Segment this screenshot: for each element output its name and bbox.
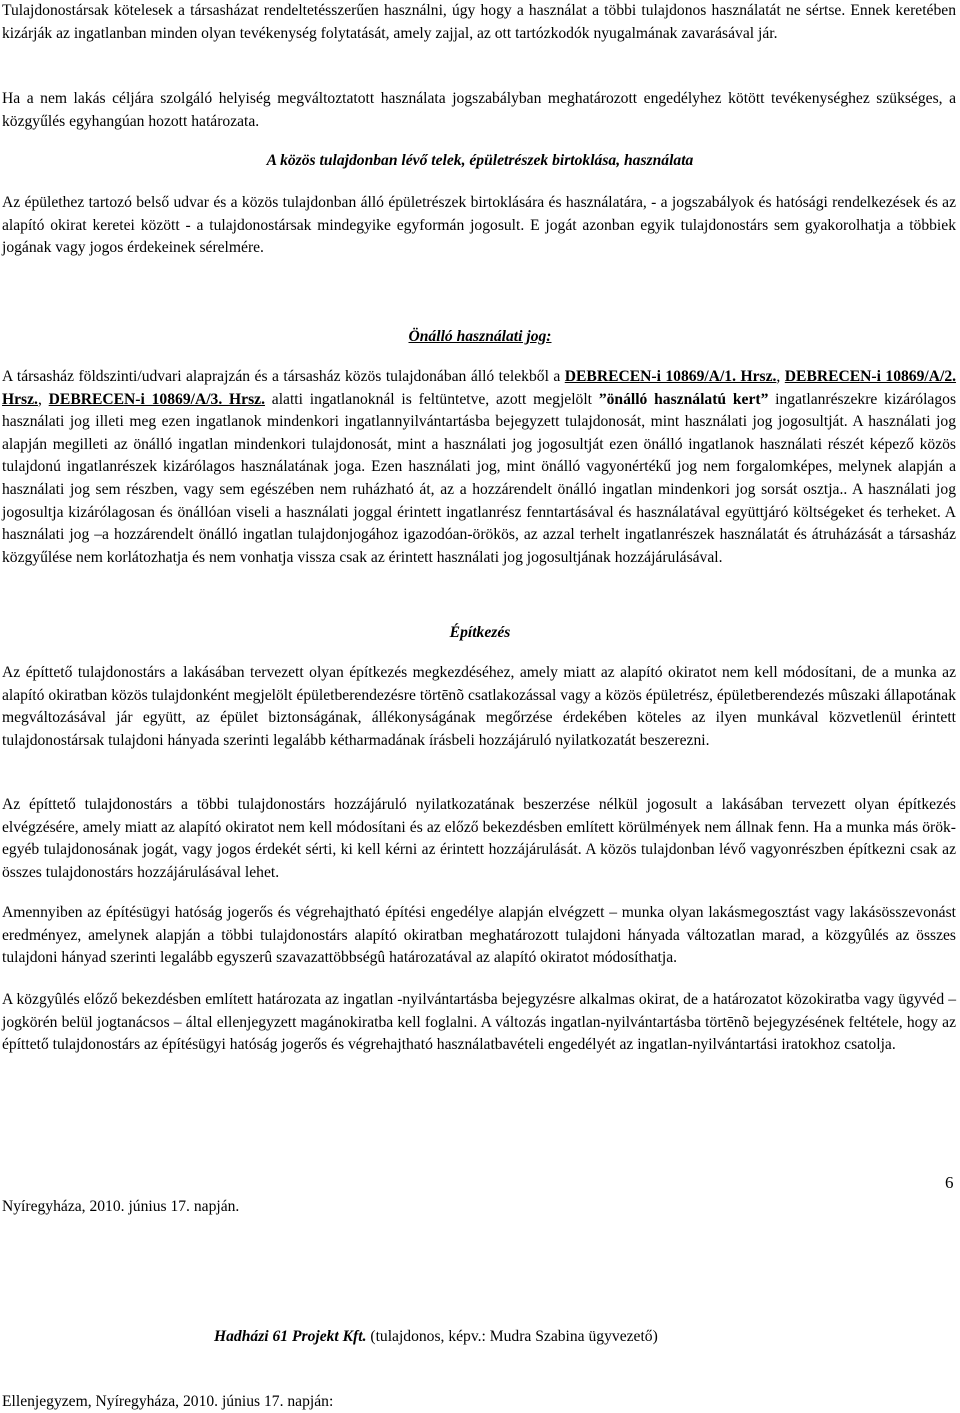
- signatory-line: [214, 1326, 658, 1348]
- company-name: Hadházi 61 Projekt Kft.: [214, 1328, 367, 1345]
- parcel-ref-3: DEBRECEN-i 10869/A/3. Hrsz.: [48, 390, 265, 408]
- usage-text-c: ingatlanrészekre kizárólagos használati jog illeti meg ezen ingatlanok mindenkori ingatlannyilvántartásba bejegyzett tulajdonosát, mint használati jog jogosultját. A használati jog alapján megilleti az önálló ingatlan mindenkori tulajdonosát, mint a használati jog jogosultját ezen önálló ingatlanok használati részét képező közös tulajdonú ingatlanrészek kizárólagos használatának joga. Ezen használati jog, mint önálló vagyonértékű jog nem forgalomképes, melynek alapján a használati jog sem részben, vagy sem egészében nem ruházható át, az a hozzárendelt önálló ingatlan mindenkori jog sorsát osztja.. A használati jog jogosultja kizárólagosan és önállóan viseli a használati joggal érintett ingatlanrész fenntartásával és használatával együttjáró költségeket és terheket. A használati jog –a hozzárendelt önálló ingatlan tulajdonjogához igazodóan-örökös, az azzal terhelt ingatlanrészek használatát és átruházását a társasház közgyűlése nem korlátozhatja és nem vonhatja vissza csak az érintett használati jog jogosultjának hozzájárulásával.: [2, 390, 957, 566]
- place-date: Nyíregyháza, 2010. június 17. napján.: [2, 1198, 240, 1215]
- common-property-heading: A közös tulajdonban lévő telek, épületrészek birtoklása, használata: [266, 152, 694, 169]
- intro-paragraph-2: Ha a nem lakás céljára szolgáló helyiség megváltoztatott használata jogszabályban meghatározott engedélyhez kötött tevékenységhez szükséges, a közgyűlés egyhangúan hozott határozata.: [2, 90, 956, 130]
- company-representative: (tulajdonos, képv.: Mudra Szabina ügyvezető): [366, 1328, 658, 1345]
- construction-paragraph-3: Amennyiben az építésügyi hatóság jogerős és végrehajtható építési engedélye alapján elvégzett – munka olyan lakásmegosztást vagy lakásösszevonást eredményez, amelynek alapján a többi tulajdonostárs alapító okiratban meghatározott tulajdoni hányada változatlan marad, a közgyûlés az összes tulajdoni hányad szerinti legalább egyszerû szavazattöbbségû határozatával az alapító okiratot módosíthatja.: [2, 904, 956, 967]
- garden-term: ”önálló használatú kert”: [598, 390, 769, 408]
- usage-text-b: alatti ingatlanoknál is feltüntetve, azott megjelölt: [264, 390, 599, 408]
- parcel-ref-1: DEBRECEN-i 10869/A/1. Hrsz.: [564, 368, 777, 385]
- construction-heading: Építkezés: [449, 624, 511, 641]
- intro-paragraph-1: Tulajdonostársak kötelesek a társasházat rendeltetésszerűen használni, úgy hogy a használat a többi tulajdonos használatát ne sértse. Ennek keretében kizárják az ingatlanban minden olyan tevékenység folytatását, amely zajjal, az ott tartózkodók nyugalmának zavarásával jár.: [2, 2, 956, 42]
- construction-paragraph-4: A közgyûlés előző bekezdésben említett határozata az ingatlan -nyilvántartásba bejegyzésre alkalmas okirat, de a határozatot közokiratba vagy ügyvéd – jogkörén belül jogtanácsos – által ellenjegyzett magánokiratba kell foglalni. A változás ingatlan-nyilvántartásba törtēnõ bejegyzésének feltétele, hogy az építtető tulajdonostárs az építésügyi hatóság jogerős és végrehajtható használatbavételi engedélyét az ingatlan-nyilvántartási iratokhoz csatolja.: [2, 991, 956, 1054]
- countersign-line: Ellenjegyzem, Nyíregyháza, 2010. június 17. napján:: [2, 1393, 334, 1410]
- usage-right-paragraph: [2, 366, 956, 569]
- parcel-ref-2: DEBRECEN-i 10869/A/2. Hrsz.: [2, 368, 957, 408]
- construction-paragraph-2: Az építtető tulajdonostárs a többi tulajdonostárs hozzájáruló nyilatkozatának beszerzése nélkül jogosult a lakásában tervezett olyan építkezés elvégzésére, amely miatt az alapító okiratot nem kell módosítani és az előző bekezdésben említett körülmények nem állnak fenn. Ha a munka más örök-egyéb tulajdonosának jogát, vagy jogos érdekét sérti, ki kell kérni az érintett hozzájárulását. A közös tulajdonban lévő vagyonrészben építkezni csak az összes tulajdonostárs hozzájárulásával lehet.: [2, 796, 956, 881]
- usage-right-heading: Önálló használati jog:: [408, 328, 552, 345]
- usage-sep-2: ,: [37, 390, 49, 408]
- common-property-paragraph: Az épülethez tartozó belső udvar és a közös tulajdonban álló épületrészek birtoklására és használatára, - a jogszabályok és hatósági rendelkezések és az alapító okirat keretei között - a tulajdonostársak mindegyike egyformán jogosult. E jogát azonban egyik tulajdonostárs sem gyakorolhatja a többiek jogának vagy jogos érdekeinek sérelmére.: [2, 194, 956, 257]
- construction-paragraph-1: Az építtető tulajdonostárs a lakásában tervezett olyan építkezés megkezdéséhez, amely miatt az alapító okiratot nem kell módosítani, de a munka az alapító okiratban közös tulajdonként megjelölt épületberendezésre törtēnõ csatlakozással vagy a közös épületrész, épületberendezés mûszaki állapotának megváltozásával jár együtt, az épület biztonságának, állékonyságának megőrzése érdekében köteles az ilyen munkával közvetlenül érintett tulajdonostársak tulajdoni hányada szerinti legalább kétharmadának írásbeli hozzájáruló nyilatkozatát beszerezni.: [2, 664, 956, 749]
- usage-sep-1: ,: [776, 368, 785, 385]
- usage-text-a: A társasház földszinti/udvari alaprajzán és a társasház közös tulajdonában álló telekből a: [2, 368, 565, 385]
- page-number: 6: [945, 1173, 954, 1192]
